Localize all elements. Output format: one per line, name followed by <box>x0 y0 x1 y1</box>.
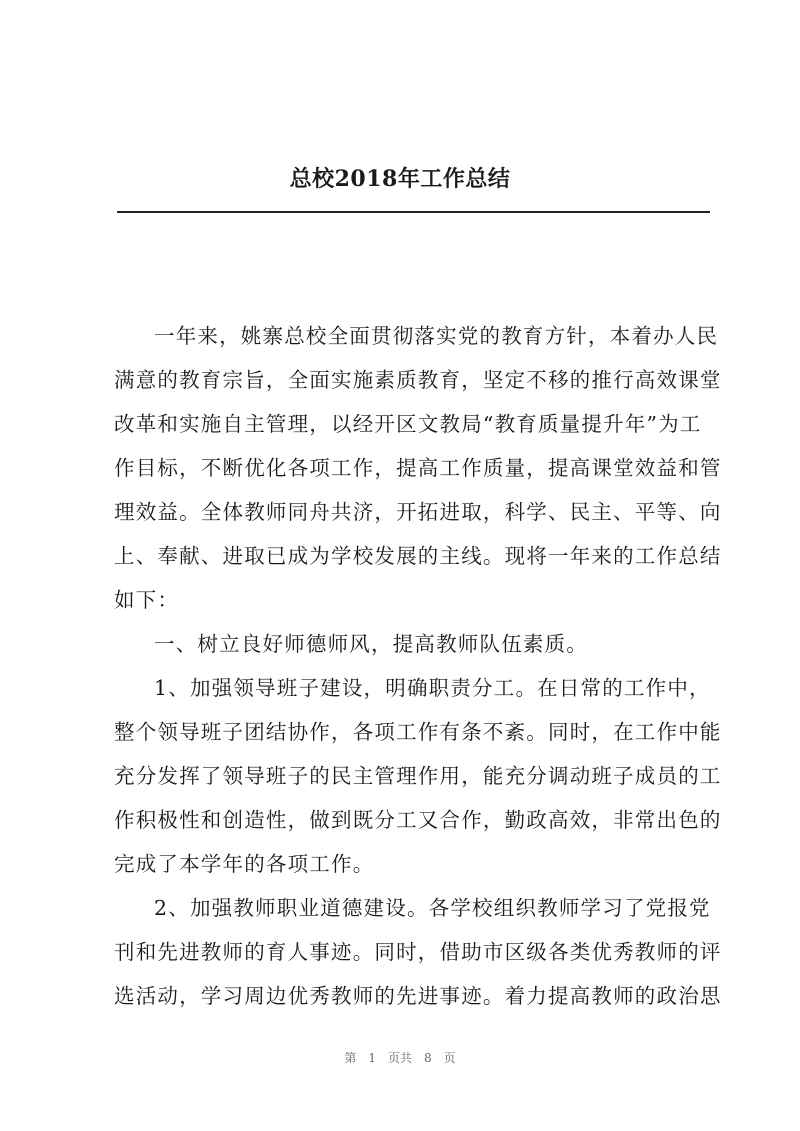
body-line: 一年来，姚寨总校全面贯彻落实党的教育方针，本着办人民 <box>154 324 719 348</box>
body-line: 充分发挥了领导班子的民主管理作用，能充分调动班子成员的工 <box>114 764 722 788</box>
footer-suffix: 页 <box>443 1051 456 1065</box>
body-line: 选活动，学习周边优秀教师的先进事迹。着力提高教师的政治思 <box>114 984 722 1008</box>
footer-middle: 页共 <box>387 1051 412 1065</box>
body-line: 理效益。全体教师同舟共济，开拓进取，科学、民主、平等、向 <box>114 500 722 524</box>
section-heading: 一、树立良好师德师风，提高教师队伍素质。 <box>154 632 588 656</box>
body-line: 如下： <box>114 588 180 612</box>
body-line: 上、奉献、进取已成为学校发展的主线。现将一年来的工作总结 <box>114 544 722 568</box>
body-line: 作目标，不断优化各项工作，提高工作质量，提高课堂效益和管 <box>114 456 722 480</box>
body-line: 1、加强领导班子建设，明确职责分工。在日常的工作中， <box>154 676 711 700</box>
body-line: 完成了本学年的各项工作。 <box>114 852 375 876</box>
body-line: 2、加强教师职业道德建设。各学校组织教师学习了党报党 <box>154 896 711 920</box>
document-title: 总校2018年工作总结 <box>289 166 511 192</box>
current-page-number: 1 <box>368 1051 376 1065</box>
footer-prefix: 第 <box>344 1051 357 1065</box>
body-line: 整个领导班子团结协作，各项工作有条不紊。同时，在工作中能 <box>114 720 722 744</box>
page-footer <box>0 1049 800 1066</box>
total-pages-number: 8 <box>424 1051 432 1065</box>
body-line: 改革和实施自主管理，以经开区文教局“教育质量提升年”为工 <box>114 412 702 436</box>
document-body <box>114 314 722 1018</box>
body-line: 满意的教育宗旨，全面实施素质教育，坚定不移的推行高效课堂 <box>114 368 722 392</box>
body-line: 刊和先进教师的育人事迹。同时，借助市区级各类优秀教师的评 <box>114 940 722 964</box>
title-underline <box>117 211 710 213</box>
body-line: 作积极性和创造性，做到既分工又合作，勤政高效，非常出色的 <box>114 808 722 832</box>
